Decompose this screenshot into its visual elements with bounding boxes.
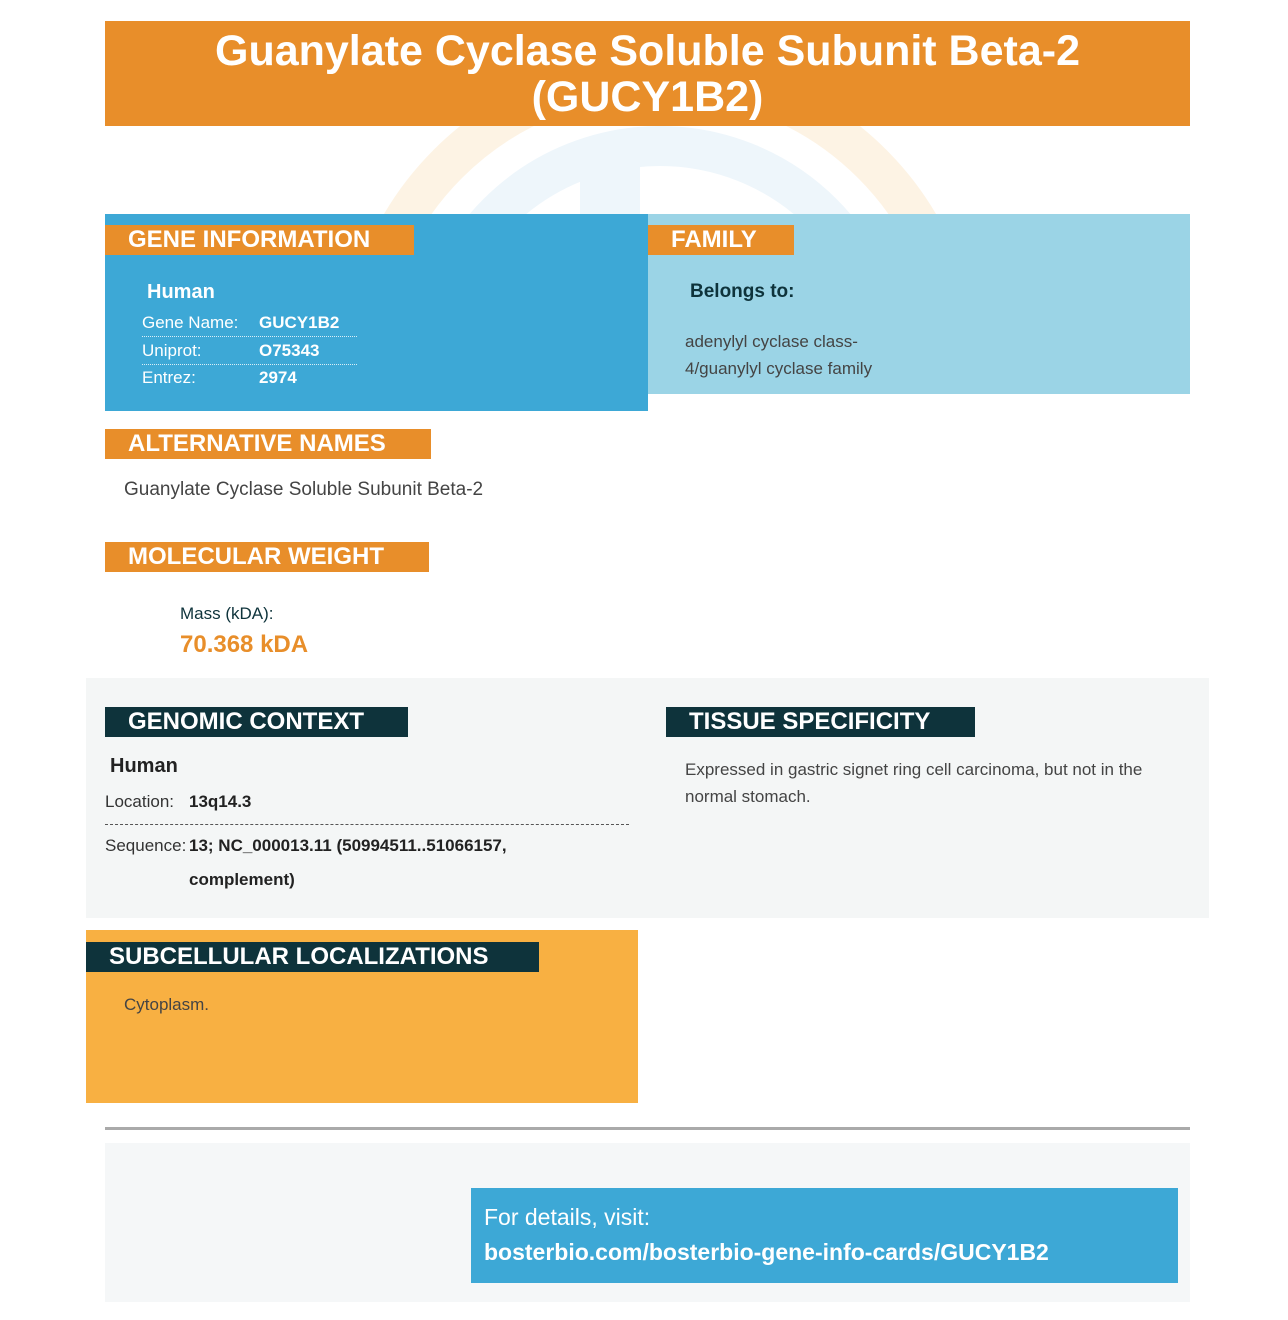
gene-information-header: GENE INFORMATION [105,225,414,255]
family-line-2: 4/guanylyl cyclase family [685,359,873,378]
watermark-logo [340,126,980,214]
entrez-value: 2974 [259,367,297,387]
subcellular-localizations-panel [86,930,638,1103]
tissue-line-1: Expressed in gastric signet ring cell carcinoma, but not in the [685,760,1143,779]
location-row [105,792,629,825]
genomic-context-panel [86,678,1209,918]
gene-name-label: Gene Name: [142,312,239,332]
gene-name-value: GUCY1B2 [259,312,340,332]
details-box [471,1188,1178,1283]
genomic-context-header: GENOMIC CONTEXT [105,707,408,737]
molecular-weight-header: MOLECULAR WEIGHT [105,542,429,572]
uniprot-label: Uniprot: [142,340,202,360]
title-banner [105,21,1190,126]
location-label: Location: [105,792,174,811]
entrez-label: Entrez: [142,367,196,387]
subcellular-text: Cytoplasm. [124,995,210,1014]
family-header: FAMILY [648,225,794,255]
tissue-specificity-text [685,756,1142,810]
location-value: 13q14.3 [189,792,252,811]
family-panel [648,214,1190,394]
details-link[interactable]: bosterbio.com/bosterbio-gene-info-cards/GUCY1B2 [484,1239,1049,1265]
gene-name-row [142,309,357,337]
gene-species: Human [147,281,215,303]
tissue-specificity-header: TISSUE SPECIFICITY [666,707,975,737]
uniprot-row [142,337,357,365]
family-belongs-to: Belongs to: [690,281,795,302]
sequence-line-2: complement) [189,870,295,889]
details-intro: For details, visit: [484,1204,651,1230]
footer-divider [105,1127,1190,1130]
page-title: Guanylate Cyclase Soluble Subunit Beta-2 (GUCY1B2) [215,26,1080,121]
alternative-names-header: ALTERNATIVE NAMES [105,429,431,459]
genomic-species: Human [110,755,178,777]
family-line-1: adenylyl cyclase class- [685,332,858,351]
subcellular-localizations-header: SUBCELLULAR LOCALIZATIONS [86,942,539,972]
entrez-row [142,364,357,391]
sequence-value [189,829,507,897]
mass-value: 70.368 kDA [180,631,309,658]
family-text [685,328,872,382]
alternative-names-text: Guanylate Cyclase Soluble Subunit Beta-2 [124,479,484,500]
gene-information-panel [105,214,648,411]
mass-label: Mass (kDA): [180,604,274,623]
sequence-label: Sequence: [105,836,187,855]
uniprot-value: O75343 [259,340,320,360]
sequence-line-1: 13; NC_000013.11 (50994511..51066157, [189,836,507,855]
tissue-line-2: normal stomach. [685,787,811,806]
